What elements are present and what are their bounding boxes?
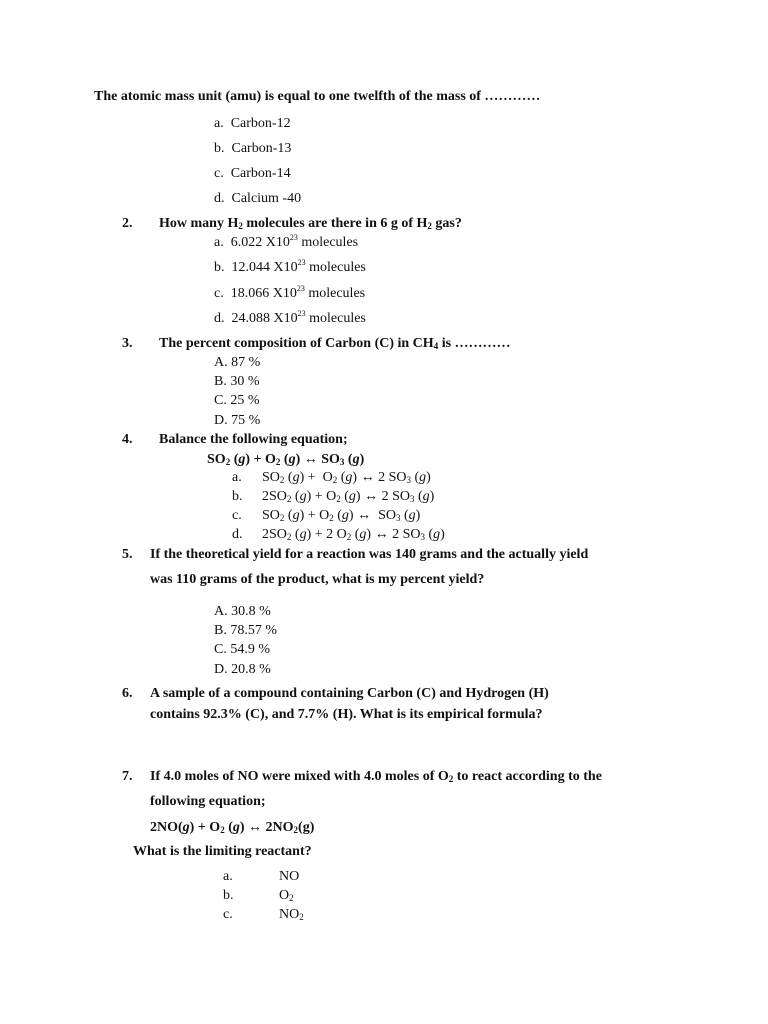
q2-subscript: 2 (427, 221, 432, 231)
q7-text-part: If 4.0 moles of NO were mixed with 4.0 moles of O (150, 769, 449, 784)
option-3a: A. 87 % (214, 355, 261, 370)
option-text: 24.088 X10 (231, 311, 298, 326)
question-5-number: 5. (122, 547, 133, 562)
option-5c: C. 54.9 % (214, 642, 270, 657)
option-5d: D. 20.8 % (214, 662, 271, 677)
option-label: b. (214, 260, 225, 275)
question-2-number: 2. (122, 216, 133, 231)
option-4d-equation: $2SO_2$ (g) + 2 $O_2$ (g) ↔ 2 $SO_3$ (g) (262, 527, 445, 542)
option-1b (214, 142, 291, 156)
option-3d: D. 75 % (214, 413, 261, 428)
question-7-equation: $2NO(g) + O_2$ (g) ↔ $2NO_2(g)$ (150, 820, 315, 835)
option-2a (214, 233, 359, 250)
option-text: 18.066 X10 (230, 286, 297, 301)
question-4-text: Balance the following equation; (159, 432, 348, 447)
option-3c: C. 25 % (214, 393, 260, 408)
question-7-line-1 (150, 770, 602, 784)
option-7a-text: NO (279, 869, 300, 884)
q3-subscript: 4 (433, 341, 439, 351)
option-exponent: 23 (297, 258, 306, 267)
option-text: molecules (297, 235, 359, 250)
question-7-line-2: following equation; (150, 794, 266, 809)
option-text: Calcium -40 (231, 191, 302, 206)
option-4b-label: b. (232, 489, 243, 504)
option-text: molecules (304, 286, 366, 301)
option-exponent: 23 (297, 309, 306, 318)
question-7-sub-question: What is the limiting reactant? (133, 844, 312, 859)
option-1a (214, 117, 291, 131)
option-4a-equation: $SO_2$ $(g) + O_2$ (g) ↔ 2 $SO_3$ (g) (262, 470, 431, 485)
option-text: Carbon-14 (230, 166, 291, 181)
q2-text-part: molecules are there in 6 g of H (242, 216, 428, 231)
option-text: NO (279, 907, 300, 922)
question-4-number: 4. (122, 432, 133, 447)
option-7c-text (279, 908, 304, 922)
option-label: b. (214, 141, 225, 156)
option-2c (214, 284, 366, 301)
option-4a-label: a. (232, 470, 242, 485)
q2-subscript: 2 (238, 221, 243, 231)
option-subscript: 2 (299, 912, 304, 922)
option-text: Carbon-13 (231, 141, 292, 156)
question-5-line-2: was 110 grams of the product, what is my percent yield? (150, 572, 485, 587)
option-label: d. (214, 311, 225, 326)
q3-text-part: The percent composition of Carbon (C) in CH (159, 336, 434, 351)
question-2-text (159, 217, 462, 231)
option-exponent: 23 (289, 233, 298, 242)
option-4b-equation: $2SO_2$ $(g) + O_2$ (g) ↔ 2 $SO_3$ (g) (262, 489, 435, 504)
q2-text-part: gas? (431, 216, 462, 231)
option-exponent: 23 (296, 284, 305, 293)
option-label: a. (214, 116, 224, 131)
option-7b-label: b. (223, 888, 234, 903)
option-2d (214, 309, 366, 326)
option-text: molecules (305, 311, 366, 326)
option-5b: B. 78.57 % (214, 623, 277, 638)
option-label: d. (214, 191, 225, 206)
question-1-text: The atomic mass unit (amu) is equal to one twelfth of the mass of ………… (94, 89, 541, 104)
question-4-equation: $SO_2$ $(g) + O_2$ (g) ↔ $SO_3$ (g) (207, 452, 365, 467)
option-text: 6.022 X10 (230, 235, 290, 250)
q2-text-part: How many H (159, 216, 239, 231)
option-label: c. (214, 286, 224, 301)
question-6-line-1: A sample of a compound containing Carbon (C) and Hydrogen (H) (150, 686, 549, 701)
option-7a-label: a. (223, 869, 233, 884)
question-6-line-2: contains 92.3% (C), and 7.7% (H). What is its empirical formula? (150, 707, 543, 722)
option-text: molecules (305, 260, 366, 275)
option-3b: B. 30 % (214, 374, 260, 389)
option-label: c. (214, 166, 224, 181)
option-text: O (279, 888, 290, 903)
question-6-number: 6. (122, 686, 133, 701)
question-3-number: 3. (122, 336, 133, 351)
option-7b-text (279, 889, 294, 903)
q7-subscript: 2 (448, 774, 454, 784)
question-3-text (159, 337, 511, 351)
option-subscript: 2 (289, 893, 294, 903)
option-5a: A. 30.8 % (214, 604, 271, 619)
option-label: a. (214, 235, 224, 250)
option-text: Carbon-12 (230, 116, 291, 131)
option-4c-equation: $SO_2$ $(g) + O_2$ (g) ↔ $SO_3$ (g) (262, 508, 421, 523)
option-7c-label: c. (223, 907, 233, 922)
question-5-line-1: If the theoretical yield for a reaction was 140 grams and the actually yield (150, 547, 589, 562)
option-text: 12.044 X10 (231, 260, 298, 275)
option-1c (214, 167, 291, 181)
q3-text-part: is ………… (438, 336, 511, 351)
option-4c-label: c. (232, 508, 242, 523)
question-7-number: 7. (122, 769, 133, 784)
option-1d (214, 192, 301, 206)
option-4d-label: d. (232, 527, 243, 542)
q7-text-part: to react according to the (453, 769, 602, 784)
option-2b (214, 258, 366, 275)
